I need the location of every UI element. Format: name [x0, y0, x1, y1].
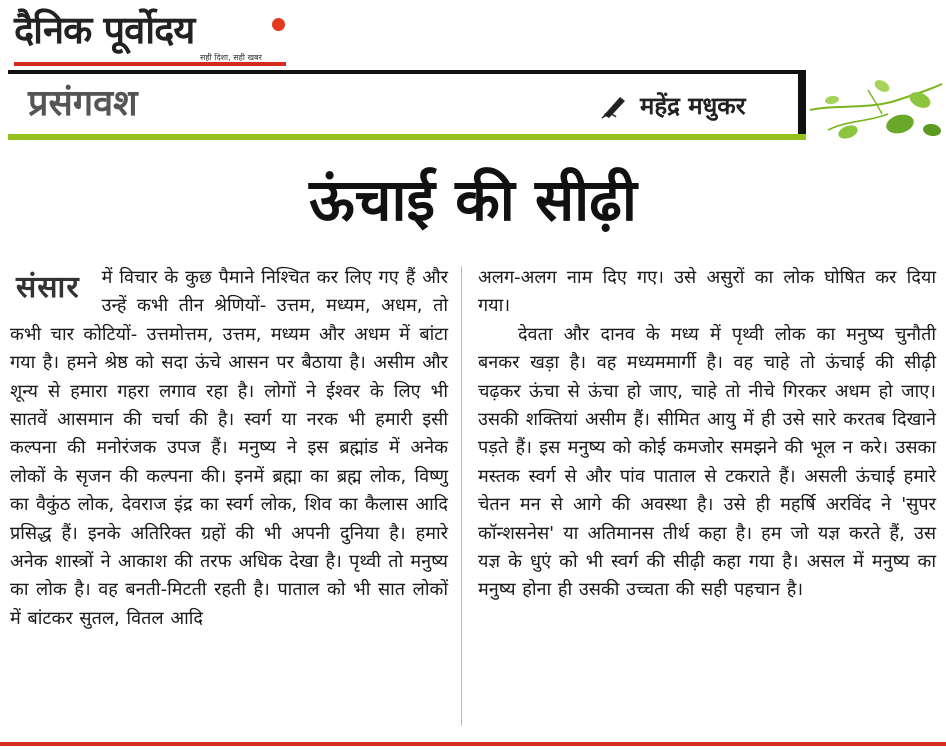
- masthead-underline: [14, 62, 286, 66]
- newspaper-logo: दैनिक पूर्वोदय: [14, 8, 195, 52]
- article-headline: ऊंचाई की सीढ़ी: [309, 166, 637, 234]
- footer-rule: [0, 742, 946, 746]
- column-divider: [461, 266, 462, 726]
- vine-leaves-icon: [808, 70, 944, 144]
- article-paragraph: में विचार के कुछ पैमाने निश्चित कर लिए गए हैं और उन्हें कभी तीन श्रेणियों- उत्तम, मध्यम, अधम, तो कभी चार कोटियों- उत्तमोत्तम, उत्तम, मध्यम और अधम में बांटा गया है। हमने श्रेष्ठ को सदा ऊंचे आसन पर बैठाया है। असीम और शून्य से हमारा गहरा लगाव रहा है। लोगों ने ईश्वर के लिए भी सातवें आसमान की चर्चा की है। स्वर्ग या नरक भी हमारी इसी कल्पना की मनोरंजक उपज हैं। मनुष्य ने इस ब्रह्मांड में अनेक लोकों के सृजन की कल्पना की। इनमें ब्रह्मा का ब्रह्म लोक, विष्णु का वैकुंठ लोक, देवराज इंद्र का स्वर्ग लोक, शिव का कैलास आदि प्रसिद्ध हैं। इनके अतिरिक्त ग्रहों की भी अपनी दुनिया है। हमारे अनेक शास्त्रों ने आकाश की तरफ अधिक देखा है। पृथ्वी तो मनुष्य का लोक है। वह बनती-मिटती रहती है। पाताल को भी सात लोकों में बांटकर सुतल, वितल आदि: [10, 267, 448, 629]
- pen-icon: [600, 93, 630, 119]
- article-column-left: [10, 264, 448, 633]
- newspaper-masthead: [14, 6, 286, 70]
- author-byline: [600, 86, 746, 126]
- newspaper-tagline: सही दिशा, सही खबर: [200, 53, 262, 62]
- logo-dot: [272, 18, 285, 31]
- article-paragraph: देवता और दानव के मध्य में पृथ्वी लोक का मनुष्य चुनौती बनकर खड़ा है। वह मध्यममार्गी है। वह चाहे तो ऊंचाई की सीढ़ी चढ़कर ऊंचा से ऊंचा हो जाए, चाहे तो नीचे गिरकर अधम हो जाए। उसकी शक्तियां असीम हैं। सीमित आयु में ही उसे सारे करतब दिखाने पड़ते हैं। इस मनुष्य को कोई कमजोर समझने की भूल न करे। उसका मस्तक स्वर्ग से और पांव पाताल से टकराते हैं। असली ऊंचाई हमारे चेतन मन से आगे की अवस्था है। उसे ही महर्षि अरविंद ने 'सुपर कॉन्शसनेस' या अतिमानस तीर्थ कहा है। हम जो यज्ञ करते हैं, उस यज्ञ के धुएं को भी स्वर्ग की सीढ़ी कहा गया है। असल में मनुष्य का मनुष्य होना ही उसकी उच्चता की सही पहचान है।: [478, 323, 936, 601]
- header-green-rule: [8, 134, 806, 140]
- article-dropcap: संसार: [16, 270, 80, 305]
- column-title: प्रसंगवश: [28, 83, 138, 124]
- header-divider-bar: [798, 74, 806, 140]
- article-column-right: [478, 264, 936, 605]
- header-top-rule: [8, 70, 806, 74]
- author-name: महेंद्र मधुकर: [640, 92, 746, 120]
- article-paragraph: अलग-अलग नाम दिए गए। उसे असुरों का लोक घोषित कर दिया गया।: [478, 267, 936, 317]
